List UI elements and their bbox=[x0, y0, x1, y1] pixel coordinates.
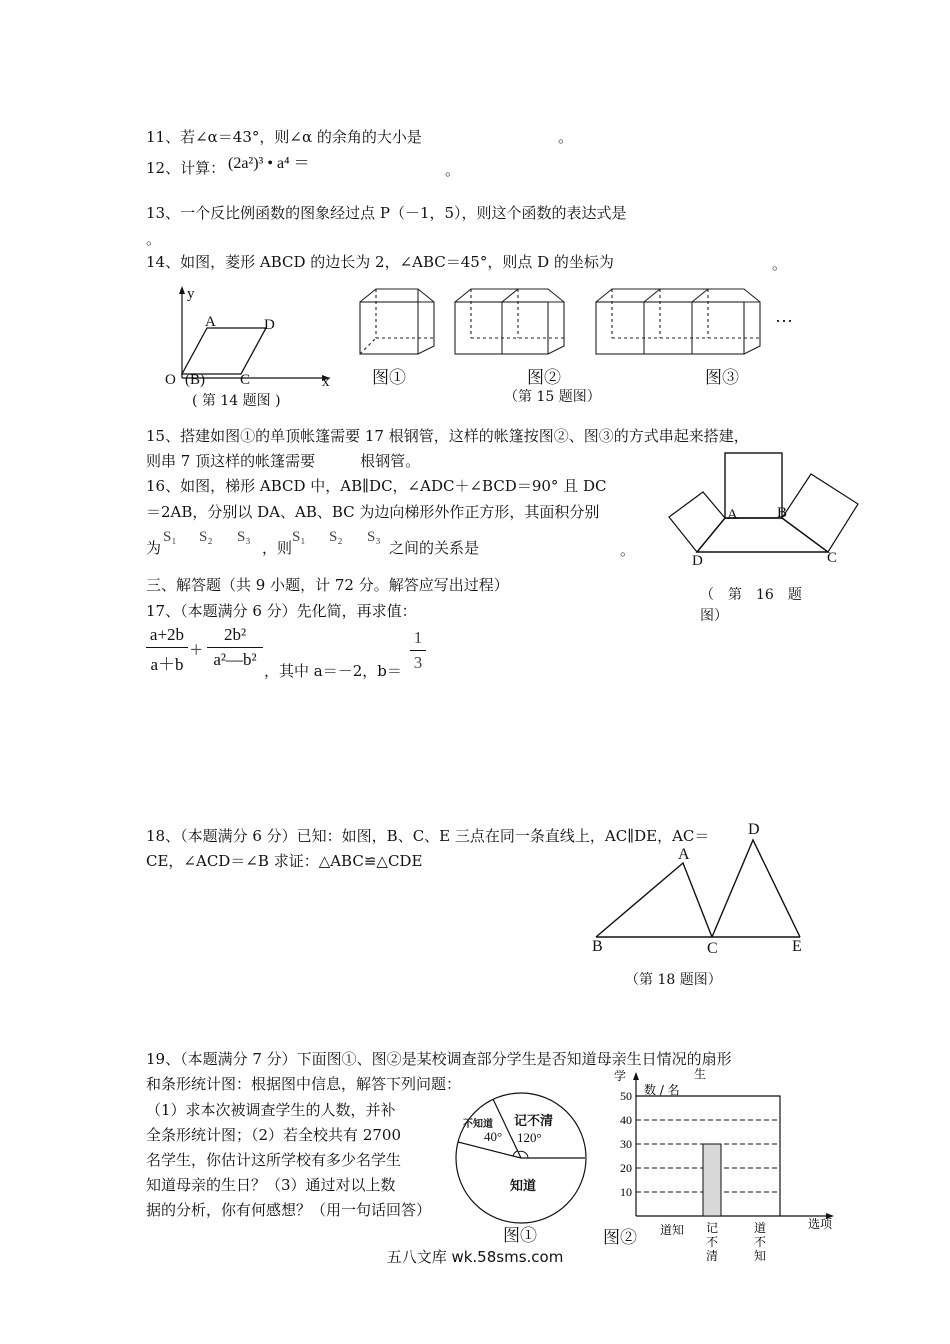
fig18-label-d: D bbox=[748, 821, 760, 838]
question-18-line-2: CE，∠ACD＝∠B 求证：△ABC≌△CDE bbox=[146, 852, 423, 870]
category-label-1-1: 不 bbox=[705, 1235, 719, 1249]
question-16-line-3-post: 之间的关系是 bbox=[389, 539, 480, 557]
fig15-caption-2: 图② bbox=[527, 368, 561, 388]
question-19-body-5: 据的分析，你有何感想？（用一句话回答） bbox=[146, 1201, 432, 1219]
area-s3-again: S₃ bbox=[367, 529, 381, 545]
question-18-line-1: 18、（本题满分 6 分）已知：如图，B、C、E 三点在同一条直线上，AC∥DE，AC＝ bbox=[146, 827, 710, 845]
question-13: 13、一个反比例函数的图象经过点 P（－1，5），则这个函数的表达式是 bbox=[146, 204, 627, 222]
plus-sign: + bbox=[190, 637, 203, 662]
question-16-line-2: ＝2AB，分别以 DA、AB、BC 为边向梯形外作正方形，其面积分别 bbox=[146, 503, 600, 521]
question-12-expression: (2a²)³ • a⁴ ＝ bbox=[228, 155, 310, 172]
y-axis-label-1: 学 bbox=[614, 1069, 627, 1083]
bar-1 bbox=[703, 1144, 721, 1216]
fig16-label-c: C bbox=[827, 550, 838, 566]
fig14-label-d: D bbox=[264, 317, 275, 333]
area-s1-again: S₁ bbox=[292, 529, 306, 545]
area-s2: S₂ bbox=[199, 529, 213, 545]
category-label-1-2: 清 bbox=[705, 1249, 719, 1263]
fig14-label-o: O bbox=[165, 372, 176, 388]
figure-18 bbox=[590, 834, 810, 944]
question-16-end: 。 bbox=[620, 541, 636, 559]
fig14-caption: ( 第 14 题图 ) bbox=[192, 393, 281, 409]
angle-arc-1 bbox=[513, 1151, 517, 1156]
pie-label-unknown: 不知道 bbox=[463, 1119, 493, 1130]
fraction-2-numerator: 2b² bbox=[223, 625, 247, 644]
y-tick-label-10: 10 bbox=[620, 1185, 632, 1199]
y-tick-label-40: 40 bbox=[620, 1113, 632, 1127]
question-11: 11、若∠α＝43°，则∠α 的余角的大小是 bbox=[146, 128, 422, 146]
question-14-end: 。 bbox=[772, 255, 788, 273]
question-14: 14、如图，菱形 ABCD 的边长为 2，∠ABC＝45°，则点 D 的坐标为 bbox=[146, 253, 614, 271]
fraction-3 bbox=[410, 628, 426, 673]
fraction-2 bbox=[207, 625, 263, 670]
pie-label-know: 知道 bbox=[510, 1179, 537, 1194]
fig18-caption: （第 18 题图） bbox=[625, 972, 722, 988]
category-label-2-0: 道 bbox=[753, 1221, 767, 1235]
bar-chart-caption: 图② bbox=[603, 1228, 637, 1248]
x-axis-label: 选项 bbox=[808, 1217, 833, 1231]
question-11-end: 。 bbox=[558, 128, 574, 146]
y-axis-label-3: 数 / 名 bbox=[644, 1083, 680, 1097]
category-label-1-0: 记 bbox=[705, 1221, 719, 1235]
fig14-label-x: x bbox=[322, 374, 330, 390]
question-19-line-1: 19、（本题满分 7 分）下面图①、图②是某校调查部分学生是否知道母亲生日情况的扇形 bbox=[146, 1050, 732, 1068]
category-label-2-2: 知 bbox=[753, 1249, 767, 1263]
fig14-label-b: (B) bbox=[185, 372, 205, 388]
footer-watermark: 五八文库 wk.58sms.com bbox=[386, 1248, 564, 1266]
fig18-label-b: B bbox=[592, 938, 603, 955]
pie-angle-forgot: 120° bbox=[517, 1130, 542, 1145]
bar-chart bbox=[600, 1067, 840, 1263]
section-3-heading: 三、解答题（共 9 小题，计 72 分。解答应写出过程） bbox=[146, 576, 509, 594]
fig15-caption: （第 15 题图） bbox=[504, 389, 601, 405]
fig14-label-y: y bbox=[187, 286, 195, 302]
question-17-condition: ，其中 a＝－2，b＝ bbox=[264, 662, 402, 680]
fraction-3-numerator: 1 bbox=[413, 628, 423, 647]
fig16-label-d: D bbox=[692, 553, 703, 569]
question-12-end: 。 bbox=[445, 161, 461, 179]
fig18-label-c: C bbox=[707, 940, 718, 957]
question-16-line-1: 16、如图，梯形 ABCD 中，AB∥DC，∠ADC＋∠BCD＝90° 且 DC bbox=[146, 477, 607, 495]
fig14-label-a: A bbox=[205, 314, 216, 330]
fig16-label-b: B bbox=[777, 505, 788, 521]
fig14-label-c: C bbox=[240, 372, 251, 388]
pie-angle-unknown: 40° bbox=[484, 1129, 503, 1144]
question-19-line-2: 和条形统计图：根据图中信息，解答下列问题： bbox=[146, 1075, 462, 1093]
question-13-end: 。 bbox=[146, 230, 162, 248]
question-17: 17、（本题满分 6 分）先化简，再求值： bbox=[146, 602, 417, 620]
area-s1: S₁ bbox=[163, 529, 177, 545]
category-label-0: 道知 bbox=[659, 1223, 685, 1237]
area-s2-again: S₂ bbox=[329, 529, 343, 545]
category-label-2-1: 不 bbox=[753, 1235, 767, 1249]
question-16-line-3-mid: ，则 bbox=[262, 539, 293, 557]
fraction-1 bbox=[146, 625, 188, 675]
fig15-caption-3: 图③ bbox=[705, 368, 739, 388]
fig16-caption-2: 图） bbox=[700, 608, 728, 624]
fig18-label-a: A bbox=[678, 846, 690, 863]
y-tick-label-20: 20 bbox=[620, 1161, 632, 1175]
y-tick-label-50: 50 bbox=[620, 1089, 632, 1103]
figure-15 bbox=[358, 286, 778, 366]
question-19-body-3: 名学生，你估计这所学校有多少名学生 bbox=[146, 1151, 402, 1169]
fig15-caption-1: 图① bbox=[372, 368, 406, 388]
question-12-prefix: 12、计算： bbox=[146, 159, 226, 177]
y-tick-label-30: 30 bbox=[620, 1137, 632, 1151]
pie-caption: 图① bbox=[503, 1226, 537, 1246]
y-axis-arrow bbox=[633, 1072, 639, 1080]
question-15-line-2: 则串 7 顶这样的帐篷需要 根钢管。 bbox=[146, 452, 421, 470]
question-19-body-2: 全条形统计图；（2）若全校共有 2700 bbox=[146, 1126, 401, 1144]
fig15-dots: … bbox=[775, 306, 793, 326]
fraction-1-denominator: a＋b bbox=[150, 655, 184, 674]
question-19-body-1: （1）求本次被调查学生的人数，并补 bbox=[146, 1101, 396, 1119]
question-16-line-3-prefix: 为 bbox=[146, 539, 162, 557]
fraction-2-denominator: a²—b² bbox=[213, 650, 257, 669]
question-15-line-1: 15、搭建如图①的单顶帐篷需要 17 根钢管，这样的帐篷按图②、图③的方式串起来搭建， bbox=[146, 427, 749, 445]
fraction-1-numerator: a+2b bbox=[149, 625, 185, 644]
fig18-label-e: E bbox=[792, 938, 802, 955]
fraction-3-denominator: 3 bbox=[413, 653, 423, 672]
fig16-label-a: A bbox=[727, 507, 738, 523]
pie-label-forgot: 记不清 bbox=[514, 1114, 554, 1129]
fig16-caption-1: （ 第 16 题 bbox=[700, 587, 802, 603]
area-s3: S₃ bbox=[237, 529, 251, 545]
question-19-body-4: 知道母亲的生日？（3）通过对以上数 bbox=[146, 1176, 396, 1194]
y-axis-label-2: 生 bbox=[694, 1067, 707, 1081]
